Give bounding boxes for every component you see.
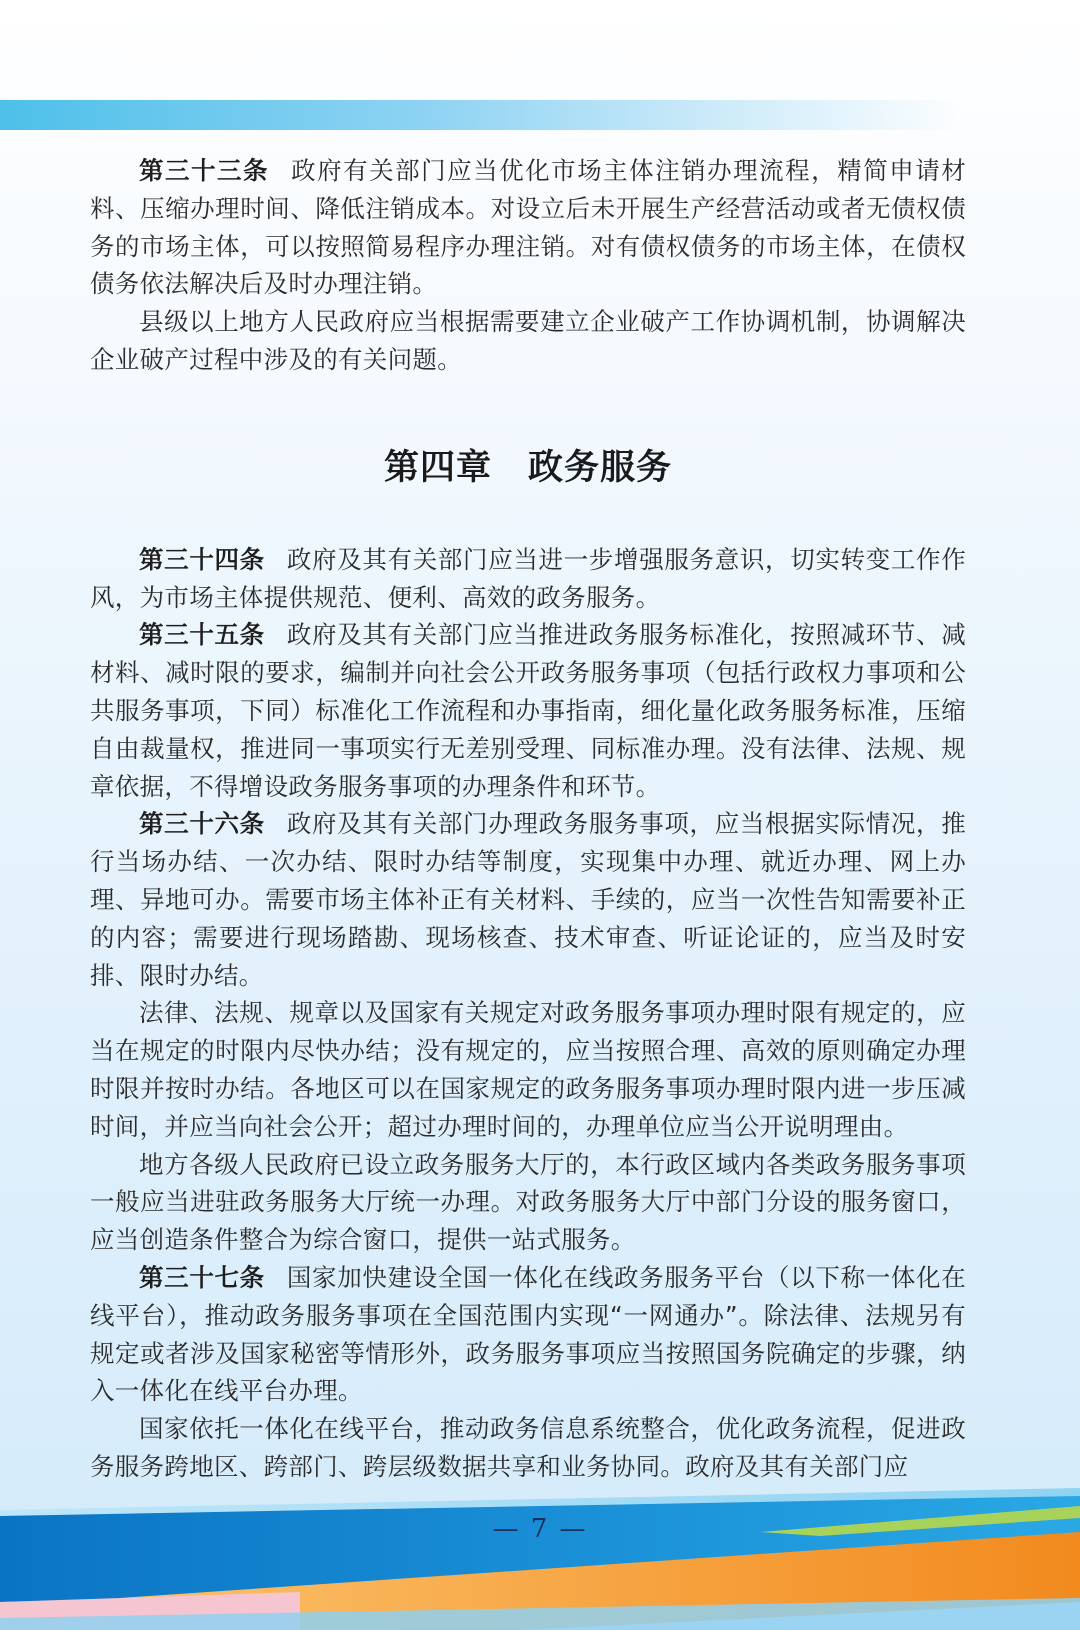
article-label: 第三十七条 (139, 1262, 265, 1292)
article-text: 政府及其有关部门应当推进政务服务标准化，按照减环节、减材料、减时限的要求，编制并向社会公开政务服务事项（包括行政权力事项和公共服务事项，下同）标准化工作流程和办事指南，细化量化政务服务标准，压缩自由裁量权，推进同一事项实行无差别受理、同标准办理。没有法律、法规、规章依据，不得增设政务服务事项的办理条件和环节。 (90, 620, 967, 801)
article-text: 政府有关部门应当优化市场主体注销办理流程，精简申请材料、压缩办理时间、降低注销成本。对设立后未开展生产经营活动或者无债权债务的市场主体，可以按照简易程序办理注销。对有债权债务的市场主体，在债权债务依法解决后及时办理注销。 (90, 156, 967, 299)
article-36 (90, 805, 966, 994)
article-34 (90, 541, 966, 617)
article-text: 国家加快建设全国一体化在线政务服务平台（以下称一体化在线平台），推动政务服务事项在全国范围内实现“一网通办”。除法律、法规另有规定或者涉及国家秘密等情形外，政务服务事项应当按照国务院确定的步骤，纳入一体化在线平台办理。 (90, 1262, 967, 1406)
article-label: 第三十四条 (139, 544, 265, 574)
article-label: 第三十六条 (139, 809, 265, 839)
article-37 (90, 1259, 966, 1410)
page-number: — 7 — (492, 1514, 588, 1544)
article-33 (90, 152, 966, 303)
article-text: 政府及其有关部门办理政务服务事项，应当根据实际情况，推行当场办结、一次办结、限时办结等制度，实现集中办理、就近办理、网上办理、异地可办。需要市场主体补正有关材料、手续的，应当一次性告知需要补正的内容；需要进行现场踏勘、现场核查、技术审查、听证论证的，应当及时安排、限时办结。 (90, 809, 967, 990)
chapter-title: 第四章 政务服务 (383, 447, 672, 488)
document-body (90, 152, 966, 1486)
header-decoration-band (0, 100, 960, 130)
article-37-paragraph-2: 国家依托一体化在线平台，推动政务信息系统整合，优化政务流程，促进政务服务跨地区、跨部门、跨层级数据共享和业务协同。政府及其有关部门应 (90, 1414, 966, 1481)
article-36-paragraph-3: 地方各级人民政府已设立政务服务大厅的，本行政区域内各类政务服务事项一般应当进驻政务服务大厅统一办理。对政务服务大厅中部门分设的服务窗口，应当创造条件整合为综合窗口，提供一站式服务。 (90, 1149, 966, 1255)
article-label: 第三十五条 (139, 620, 265, 650)
article-33-paragraph-2: 县级以上地方人民政府应当根据需要建立企业破产工作协调机制，协调解决企业破产过程中涉及的有关问题。 (90, 307, 966, 374)
article-36-paragraph-2: 法律、法规、规章以及国家有关规定对政务服务事项办理时限有规定的，应当在规定的时限内尽快办结；没有规定的，应当按照合理、高效的原则确定办理时限并按时办结。各地区可以在国家规定的政务服务事项办理时限内进一步压减时间，并应当向社会公开；超过办理时间的，办理单位应当公开说明理由。 (90, 998, 966, 1141)
article-label: 第三十三条 (139, 156, 270, 185)
footer-decoration (0, 1470, 1080, 1630)
article-35 (90, 616, 966, 805)
article-text: 政府及其有关部门应当进一步增强服务意识，切实转变工作作风，为市场主体提供规范、便利、高效的政务服务。 (90, 544, 967, 612)
